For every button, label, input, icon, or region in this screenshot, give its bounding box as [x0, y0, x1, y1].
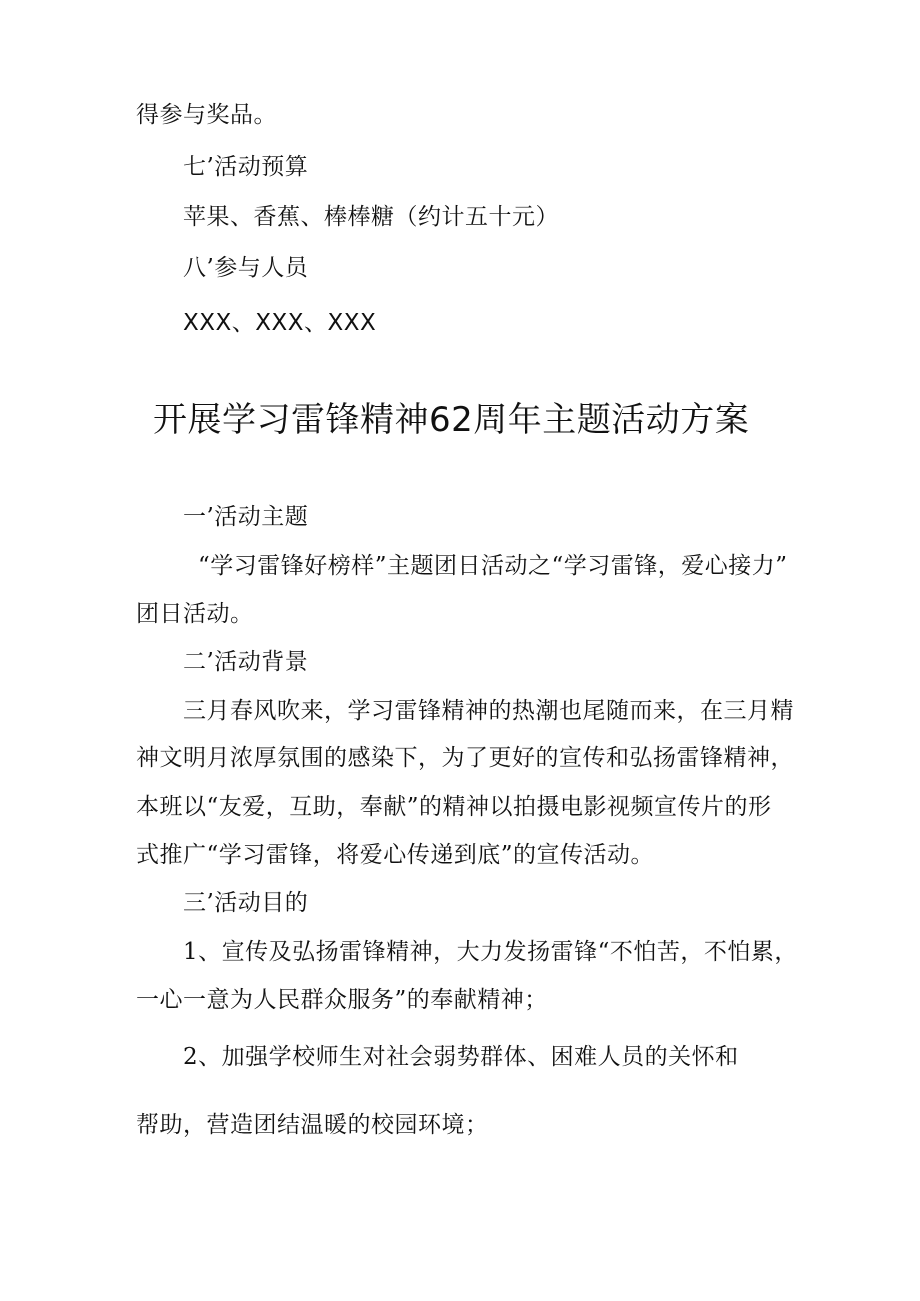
- previous-section-tail: 得参与奖品。: [136, 102, 277, 128]
- section-1-line: 团日活动。: [136, 601, 254, 627]
- section-3-item-1-line: 一心一意为人民群众服务”的奉献精神；: [136, 987, 548, 1013]
- section-3-item-1-line: 1、宣传及弘扬雷锋精神，大力发扬雷锋“不怕苦，不怕累，: [183, 939, 798, 965]
- section-2-heading: 二’活动背景: [183, 649, 309, 675]
- heading-activity-budget: 七’活动预算: [183, 154, 309, 180]
- section-2-line: 神文明月浓厚氛围的感染下，为了更好的宣传和弘扬雷锋精神，: [136, 745, 794, 771]
- section-1-line: “学习雷锋好榜样”主题团日活动之“学习雷锋，爱心接力”: [198, 553, 788, 579]
- section-2-line: 三月春风吹来，学习雷锋精神的热潮也尾随而来，在三月精: [183, 698, 794, 724]
- participants-text: XXX、XXX、XXX: [183, 310, 377, 336]
- document-title: 开展学习雷锋精神62周年主题活动方案: [153, 400, 750, 440]
- section-2-line: 本班以“友爱，互助，奉献”的精神以拍摄电影视频宣传片的形: [136, 794, 772, 820]
- section-2-line: 式推广“学习雷锋，将爱心传递到底”的宣传活动。: [136, 842, 655, 868]
- section-1-heading: 一’活动主题: [183, 504, 309, 530]
- budget-text: 苹果、香蕉、棒棒糖（约计五十元）: [183, 204, 559, 230]
- section-3-heading: 三’活动目的: [183, 890, 309, 916]
- section-3-item-2-line: 2、加强学校师生对社会弱势群体、困难人员的关怀和: [183, 1044, 739, 1070]
- section-3-item-2-line: 帮助，营造团结温暖的校园环境；: [136, 1112, 489, 1138]
- heading-participants: 八’参与人员: [183, 255, 309, 281]
